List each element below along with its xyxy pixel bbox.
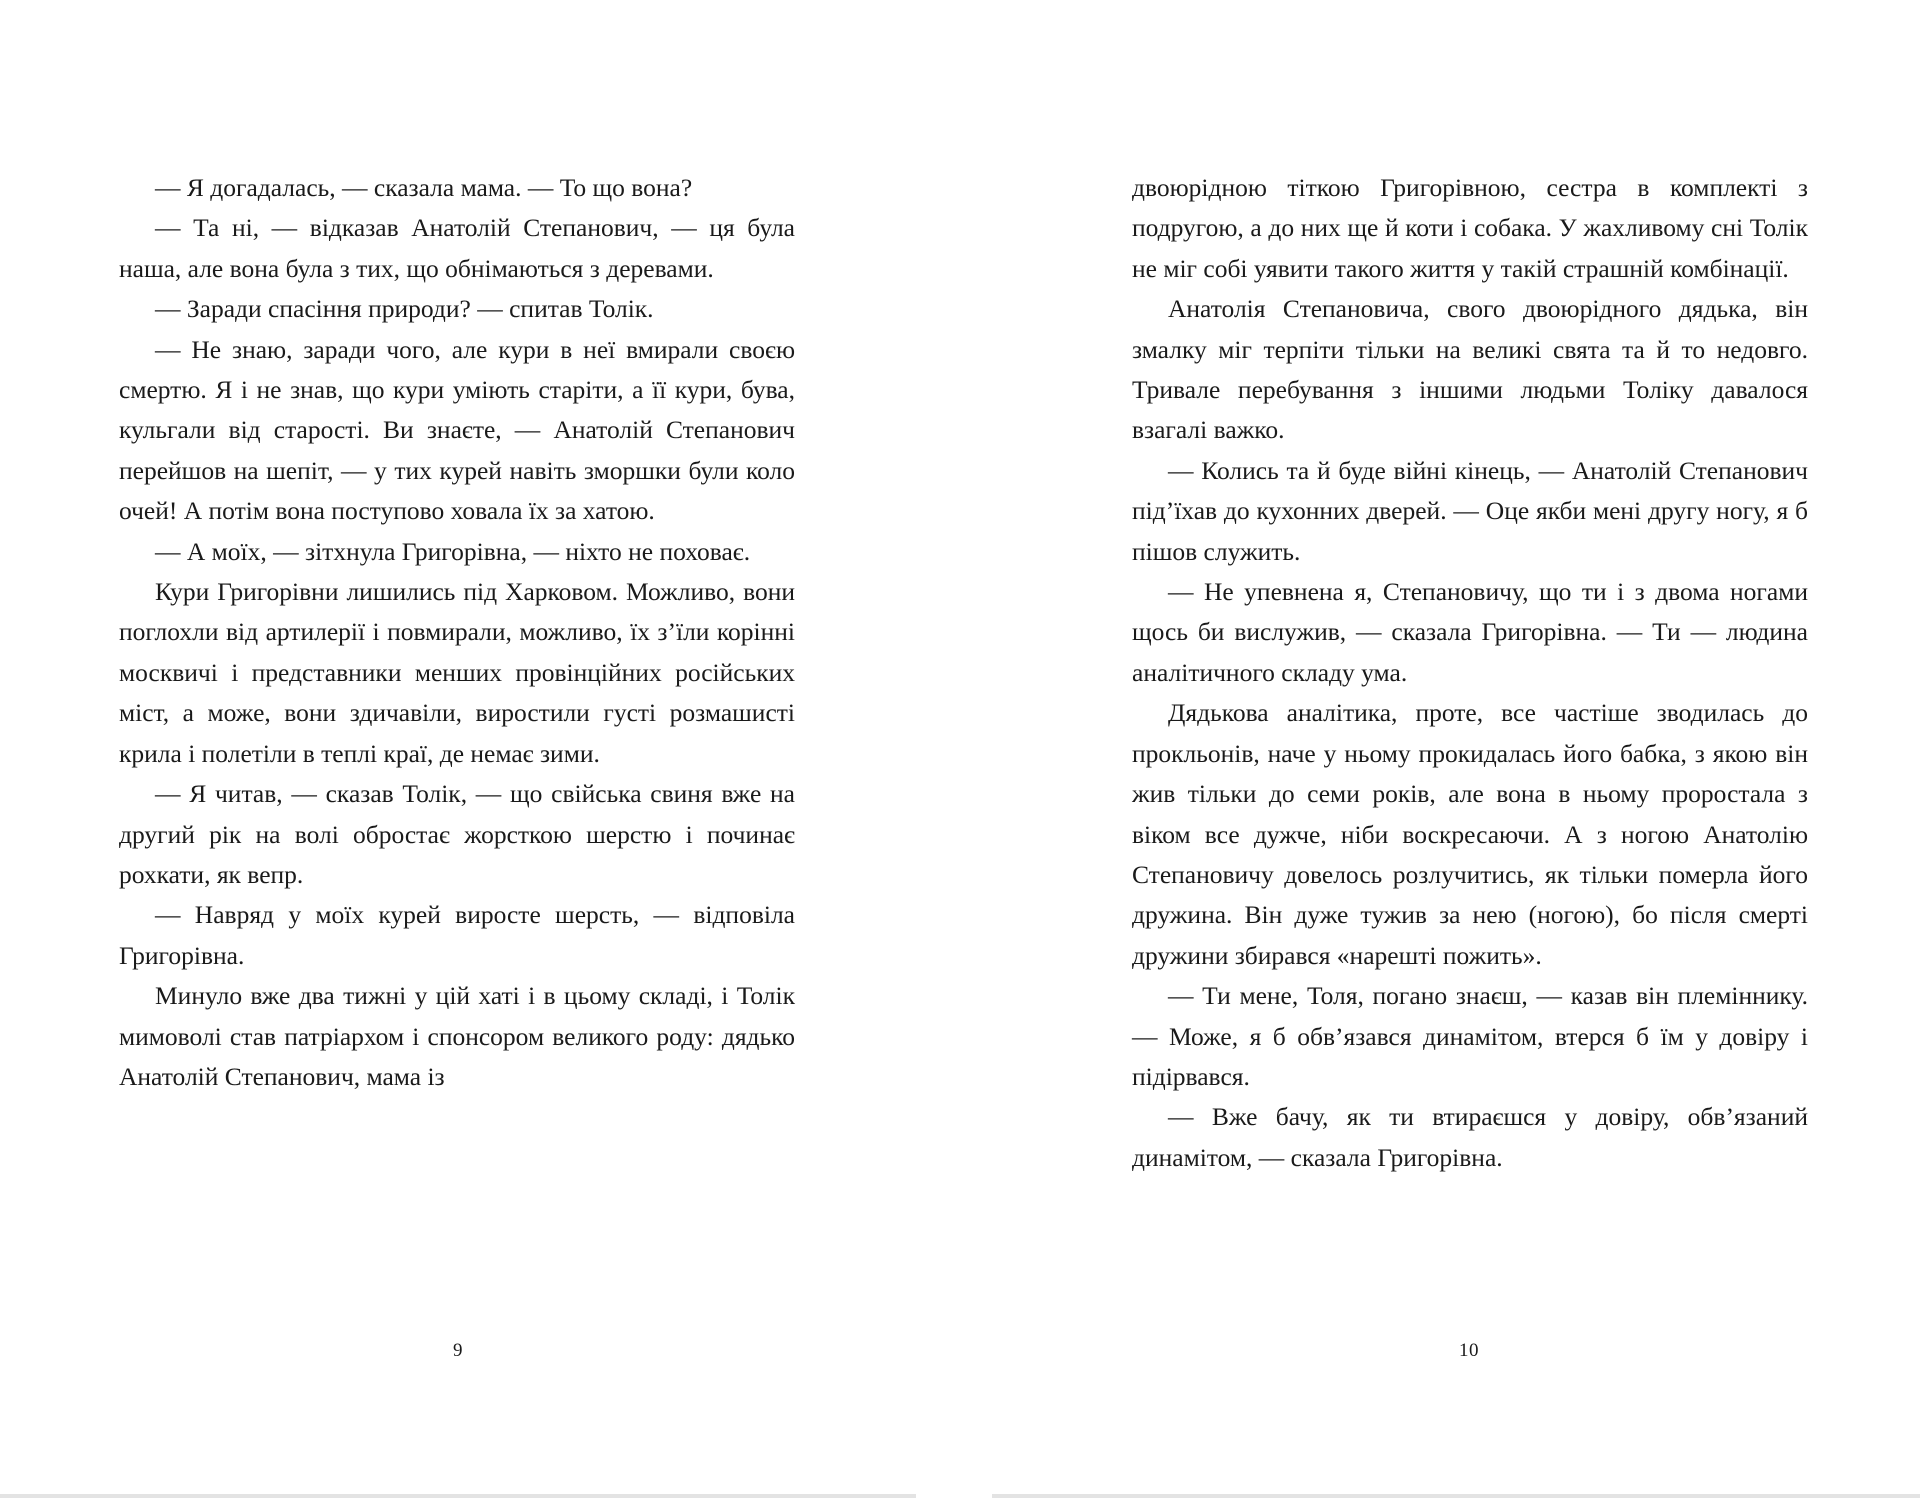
paragraph: — А моїх, — зітхнула Григорівна, — ніхто не поховає.: [155, 536, 751, 566]
page-bottom-edge: [992, 1494, 1920, 1498]
page-bottom-edge: [0, 1494, 916, 1498]
paragraph: — Навряд у моїх курей виросте шерсть, — відповіла Григорівна.: [119, 900, 795, 970]
paragraph: — Я догадалась, — сказала мама. — То що вона?: [155, 173, 693, 202]
paragraph: — Не знаю, заради чого, але кури в неї вмирали своєю смертю. Я і не знав, що кури уміють старіти, а її кури, бува, кульгали від старості. Ви знаєте, — Анатолій Степанович перейшов на шепіт, — у тих курей навіть зморшки були коло очей! А потім вона поступово ховала їх за хатою.: [119, 334, 795, 526]
paragraph: Кури Григорівни лишились під Харковом. Можливо, вони поглохли від артилерії і повмирали, можливо, їх з’їли корінні москвичі і представники менших провінційних російських міст, а може, вони здичавіли, виростили густі розмашисті крила і полетіли в теплі краї, де немає зими.: [119, 577, 795, 768]
paragraph: Анатолія Степановича, свого двоюрідного дядька, він змалку міг терпіти тільки на великі свята та й то недовго. Тривале перебування з іншими людьми Толіку давалося взагалі важко.: [1132, 294, 1808, 445]
right-page-text: [1132, 168, 1808, 1178]
paragraph: — Ти мене, Толя, погано знаєш, — казав він племіннику. — Може, я б обв’язався динамітом, втерся б їм у довіру і підірвався.: [1132, 981, 1808, 1091]
paragraph: — Вже бачу, як ти втираєшся у довіру, обв’язаний динамітом, — сказала Григорівна.: [1132, 1102, 1808, 1172]
page-number: 10: [1459, 1340, 1479, 1361]
paragraph: — Заради спасіння природи? — спитав Толік.: [155, 294, 654, 324]
left-page-text: [119, 168, 795, 1097]
paragraph: — Я читав, — сказав Толік, — що свійська свиня вже на другий рік на волі обростає жорсткою шерстю і починає рохкати, як вепр.: [119, 779, 795, 889]
page-number: 9: [453, 1340, 463, 1361]
right-page: [960, 0, 1920, 1498]
paragraph: Минуло вже два тижні у цій хаті і в цьому складі, і Толік мимоволі став патріархом і спонсором великого роду: дядько Анатолій Степанович, мама із: [119, 981, 795, 1091]
paragraph: — Не упевнена я, Степановичу, що ти і з двома ногами щось би вислужив, — сказала Григорівна. — Ти — людина аналітичного складу ума.: [1132, 577, 1808, 687]
paragraph: Дядькова аналітика, проте, все частіше зводилась до прокльонів, наче у ньому прокидалась його бабка, з якою він жив тільки до семи років, але вона в ньому проростала з віком все дужче, ніби воскресаючи. А з ногою Анатолію Степановичу довелось розлучитись, як тільки померла його дружина. Він дуже тужив за нею (ногою), бо після смерті дружини збирався «нарешті пожить».: [1132, 698, 1808, 970]
paragraph-continuation: двоюрідною тіткою Григорівною, сестра в комплекті з подругою, а до них ще й коти і собака. У жахливому сні Толік не міг собі уявити такого життя у такій страшній комбінації.: [1132, 173, 1808, 283]
paragraph: — Та ні, — відказав Анатолій Степанович, — ця була наша, але вона була з тих, що обнімаються з деревами.: [119, 213, 795, 283]
paragraph: — Колись та й буде війні кінець, — Анатолій Степанович під’їхав до кухонних дверей. — Оце якби мені другу ногу, я б пішов служить.: [1132, 455, 1808, 566]
